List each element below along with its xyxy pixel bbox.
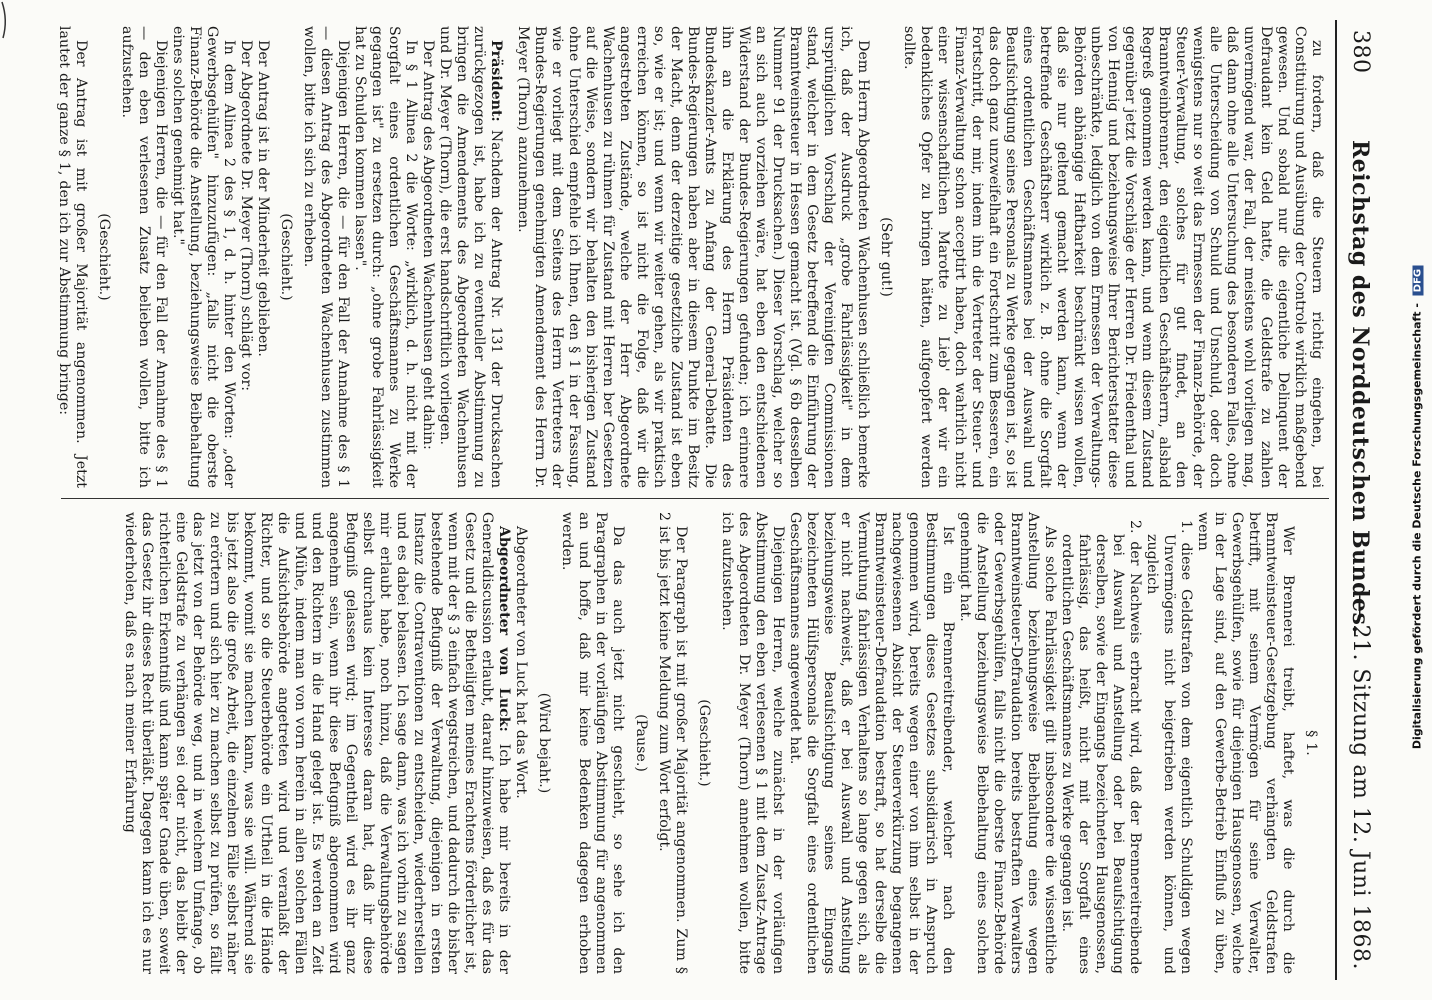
paragraph [237, 26, 254, 488]
paragraph [118, 26, 169, 488]
paragraph [718, 512, 786, 974]
rotated-document-page [51, 20, 1381, 980]
paragraph-text: In dem Alinea 2 des § 1, d. h. hinter den Worten: „oder Gewerbsgehülfen" hinzuzufügen: „falls nicht die oberste Finanz-Behörde die Anstellung, beziehungsweise Beibehaltung eines solchen genehmigt hat." [170, 26, 237, 488]
paragraph [55, 26, 89, 488]
list-item [1143, 512, 1194, 974]
paragraph [436, 26, 504, 488]
dfg-logo: DFG [1413, 266, 1424, 295]
paragraph-text: Abgeordneter von Luck hat das Wort. [513, 526, 529, 799]
funding-statement: Digitalisierung gefördert durch die Deutsche Forschungsgemeinschaft - [1410, 303, 1424, 750]
paragraph-text: § 1. [1303, 730, 1319, 756]
paragraph-text: Diejenigen Herren, die — für den Fall der Annahme des § 1 — den eben verlesenen Zusatz belieben wollen, bitte ich aufzustehen. [119, 26, 169, 488]
paragraph [786, 512, 956, 974]
page-header [1335, 20, 1381, 980]
paragraph-text: Der Antrag ist mit großer Majorität angenommen. Jetzt lautet der ganze § 1, den ich zur Abstimmung bringe: [56, 26, 89, 488]
paragraph-gap [504, 26, 514, 488]
paragraph [254, 26, 271, 488]
paragraph-text: (Sehr gut!) [878, 217, 894, 297]
list-item [1058, 512, 1143, 974]
paragraph-text: Der Abgeordnete Dr. Meyer (Thorn) schlägt vor: [238, 40, 254, 392]
speaker-name: Präsident: [488, 40, 504, 122]
paragraph-text: Der Antrag des Abgeordneten Wachenhusen geht dahin: [420, 40, 436, 450]
paragraph-text: (Geschieht.) [96, 213, 112, 301]
paragraph-text: (Wird bejaht.) [536, 692, 552, 794]
paragraph-text: Ist ein Brennereitreibender, welcher nach den Bestimmungen dieses Gesetzes subsidiarisch in Anspruch genommen wird, bereits wegen einer von ihm selbst in der nachgewiesenen Absicht der Steuerverkürzung begangenen Branntweinsteuer-Defraudation bestraft, so hat derselbe die Vermuthung fahrlässigen Verhaltens so lange gegen sich, als er nicht nachweist, daß er bei Auswahl und Anstellung beziehungsweise Beaufsichtigung seines Eingangs bezeichneten Hülfspersonals die Sorgfalt eines ordentlichen Geschäftsmannes angewendet hat. [787, 512, 956, 974]
stage-direction [535, 512, 552, 974]
right-running-title: — 21. Sitzung am 12. Juni 1868. [1348, 594, 1373, 970]
paragraph [558, 512, 626, 974]
paragraph [514, 26, 871, 488]
stage-direction [877, 26, 894, 488]
page-number: 380 [1348, 30, 1373, 74]
paragraph-text: 2. der Nachweis erbracht wird, daß der Brennereitreibende bei Auswahl und Anstellung oder bei Beaufsichtigung derselben, sowie der Eingangs bezeichneten Hausgenossen, fahrlässig, das heißt, nicht mit der Sorgfalt eines ordentlichen Geschäftsmannes zu Werke gegangen ist. [1059, 520, 1143, 974]
paragraph-text: (Pause.) [633, 714, 649, 772]
paragraph-text: Der Antrag ist in der Minderheit geblieben. [255, 40, 271, 357]
paragraph-text: zu fordern, daß die Steuern richtig eingehen, bei Constituirung und Ausübung der Controle wirklich maßgebend gewesen. Und sobald nur die eigentliche Delinquent der Defraudant kein Geld hatte, die Geldstrafe zu zahlen unvermögend war, der Fall, der meistens wohl vorliegen mag, daß dann ohne alle Untersuchung des besonderen Falles, ohne alle Unterscheidung von Schuld und Unschuld, oder doch wenigstens nur so weit das Ermessen der Finanz-Behörde, der Steuer-Verwaltung, solches für gut findet, an den Branntweinbrenner, den eigentlichen Geschäftsherrn, alsbald Regreß genommen werden kann, und wenn diesem Zustand gegenüber jetzt die Vorschläge der Herren Dr. Friedenthal und von Hennig und beziehungsweise Ihrer Berichterstatter diese unbeschränkte, lediglich von dem Ermessen der Verwaltungs-Behörden abhängige Haftbarkeit beschränkt wissen wollen, daß sie nur geltend gemacht werden kann, wenn der betreffende Geschäftsherr wirklich z. B. ohne die Sorgfalt eines ordentlichen Geschäftsmannes bei der Auswahl und Beaufsichtigung seines Personals zu Werke gegangen ist, so ist das doch ganz unzweifelhaft ein Fortschritt zum Besseren, ein Fortschritt, der mir, indem ihn die Vertreter der Steuer- und Finanz-Verwaltung schon acceptirt haben, doch wahrlich nicht einer wissenschaftlichen Marotte zu Lieb' der wir ein bedenkliches Opfer zu bringen hätten, aufgeopfert werden sollte. [901, 26, 1325, 488]
paragraph [956, 512, 1058, 974]
paragraph-text: Diejenigen Herren, welche zunächst in der vorläufigen Abstimmung den eben verlesenen § 1 mit dem Zusatz-Antrage des Abgeordneten Dr. Meyer (Thorn) annehmen wollen, bitte ich aufzustehen. [719, 512, 786, 974]
column-divider [61, 498, 1329, 499]
stage-direction [1302, 512, 1319, 974]
paragraph-text: Dem Herrn Abgeordneten Wachenhusen schließlich bemerke ich, daß der Ausdruck „grobe Fahrlässigkeit" in dem ursprünglichen Vorschlag der Vereinigten Commissionen stand, welcher in dem Gesetz betreffend die Einführung der Branntweinsteuer in Hessen gemacht ist. (Vgl. § 6b desselben Nummer 91 der Drucksachen.) Dieser Vorschlag, welcher so an sich auch vorziehen wäre, hat eben den entschiedenen Widerstand der Bundes-Regierungen gefunden; ich erinnere ihn an die Erklärung des Herrn Präsidenten des Bundeskanzler-Amts zu Anfang der General-Debatte. Die Bundes-Regierungen haben aber in diesem Punkte im Besitz der Macht, denn der derzeitige gesetzliche Zustand ist eben so, wie er ist; und wenn wir weiter gehen, als wir praktisch erreichen können, so ist nicht die Folge, daß wir die angestrebten Zustände, welche der Herr Abgeordnete Wachenhusen zu rühmen für Zustand mit Herren ber Gesetzen auf die Weise, sondern wir behalten den bisherigen Zustand ohne Unterschied empfehle ich Ihnen, den § 1 in der Fassung, wie er vorliegt mit dem Seitens des Herrn Vertreters der Bundes-Regierungen genehmigten Amendement des Herrn Dr. Meyer (Thorn) anzunehmen. [515, 26, 871, 488]
paragraph-text: In § 1 Alinea 2 die Worte: „wirklich, d. h. nicht mit der Sorgfalt eines ordentlichen Geschäftsmannes zu Werke gegangen ist" zu ersetzen durch: „ohne grobe Fahrlässigkeit hat zu Schulden kommen lassen". [352, 26, 419, 488]
paragraph-text: Nachdem der Antrag Nr. 131 der Drucksachen zurückgezogen ist, habe ich zu eventueller Abstimmung zu bringen die Amendements des Abgeordneten Wachenhusen und Dr. Meyer (Thorn), die erst handschriftlich vorliegen. [437, 26, 504, 488]
paragraph-text: Wer Brennerei treibt, haftet, was die durch die Branntweinsteuer-Gesetzgebung verhängten Geldstrafen betrifft, mit seinem Vermögen für seine Verwalter, Gewerbsgehülfen, sowie für diejenigen Hausgenossen, welche in der Lage sind, auf den Gewerbe-Betrieb Einfluß zu üben, wenn [1195, 512, 1296, 974]
paragraph [419, 26, 436, 488]
paragraph [512, 512, 529, 974]
paragraph [655, 512, 689, 974]
stage-direction [695, 512, 712, 974]
paragraph [300, 26, 351, 488]
paragraph [351, 26, 419, 488]
paragraph [1194, 512, 1296, 974]
paragraph-text: Diejenigen Herren, die — für den Fall der Annahme des § 1 — diesen Antrag des Abgeordneten Wachenhusen zustimmen wollen, bitte ich sich zu erheben. [301, 26, 351, 488]
right-column [121, 512, 1325, 974]
paragraph-text: (Geschieht.) [696, 699, 712, 787]
paragraph [121, 512, 512, 974]
paragraph-text: Da das auch jetzt nicht geschieht, so sehe ich den Paragraphen in der vorläufigen Abstimmung für angenommen an und hoffe, daß mir keine Bedenken dagegen erhoben werden. [559, 512, 626, 974]
paragraph [900, 26, 1325, 488]
left-column [55, 26, 1325, 488]
left-running-title: Reichstag des Norddeutschen Bundes. [1347, 140, 1373, 634]
stage-direction [277, 26, 294, 488]
stage-direction [632, 512, 649, 974]
digitization-note [1406, 20, 1428, 1000]
paragraph [169, 26, 237, 488]
stage-direction [95, 26, 112, 488]
speaker-name: Abgeordneter von Luck: [496, 526, 512, 732]
paragraph-text: Ich habe mir bereits in der Generaldiscussion erlaubt, darauf hinzuweisen, daß es für das Gesetz und die Betheiligten meines Erachtens förderlicher ist, wenn mit der § 3 einfach wegstreichen, und dadurch die bisher bestehende Befugniß der Verwaltung, diejenigen in ersten Instanz die Contraventionen zu entscheiden, wiederherstellen und es dabei belassen. Ich sage dann, was ich vorhin zu sagen mir erlaubt habe, noch hinzu, daß die Verwaltungsbehörde selbst durchaus kein Interesse daran hat, daß ihr diese Befugniß gelassen wird; im Gegentheil wird es ihr ganz angenehm sein, wenn ihr diese Befugniß abgenommen wird und den Richtern in die Hand gelegt ist. Es werden an Zeit und Mühe, indem man von vorn herein in allen solchen Fällen die Aufsichtsbehörde angetreten wird und veranlaßt der Richter, und so die Steuerbehörde ein Urtheil in die Hände bekommt, womit sie machen kann, was sie will. Während sie bis jetzt also die große Arbeit, die einzelnen Fälle selbst näher zu erörtern und sich hier zu machen selbst zu prüfen, so fällt das jetzt von der Behörde weg, und in welchem Umfange, ob eine Geldstrafe zu verhängen sei oder nicht, das bleibt der richterlichen Erkenntniß und kann später Gnade üben, soweit das Gesetz ihr dieses Recht überläßt. Dagegen kann ich es nur wiederholen, daß es nach meiner Erfahrung [122, 512, 512, 974]
digitization-note-text [1411, 28, 1424, 988]
paragraph-text: Als solche Fahrlässigkeit gilt insbesondere die wissentliche Anstellung beziehungsweise Beibehaltung eines wegen Branntweinsteuer-Defraudation bereits bestraften Verwalters oder Gewerbsgehülfen, falls nicht die oberste Finanz-Behörde die Anstellung beziehungsweise Beibehaltung eines solchen genehmigt hat. [957, 512, 1058, 974]
paragraph-text: Der Paragraph ist mit großer Majorität angenommen. Zum § 2 ist bis jetzt keine Meldung zum Wort erfolgt. [656, 512, 689, 974]
page-edge-mark [0, 0, 10, 40]
paragraph-text: (Geschieht.) [278, 213, 294, 301]
paragraph-text: 1. diese Geldstrafen von dem eigentlich Schuldigen wegen Unvermögens nicht beigetrieben werden können, und zugleich [1144, 520, 1194, 974]
